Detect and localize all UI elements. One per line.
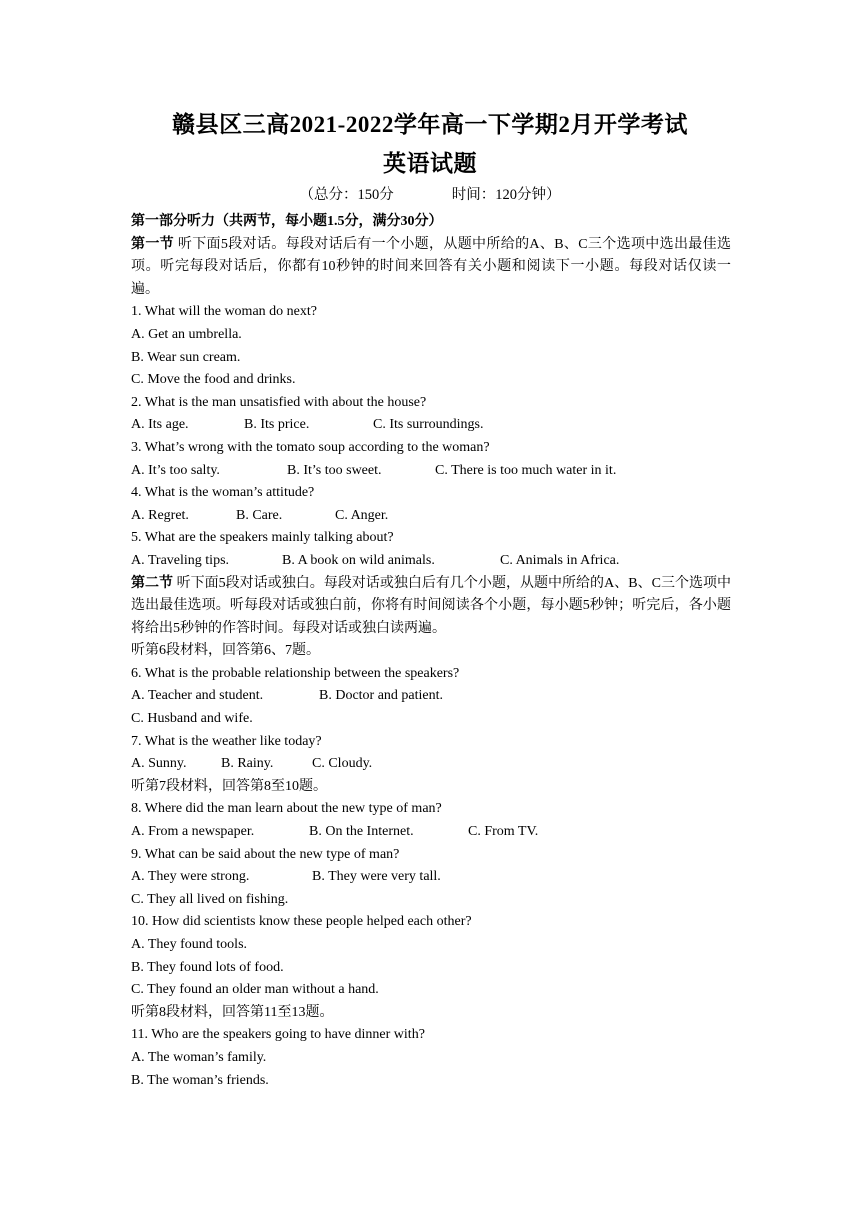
q9-option-b: B. They were very tall. xyxy=(312,869,441,885)
q3-option-c: C. There is too much water in it. xyxy=(435,462,617,478)
q3-stem: 3. What’s wrong with the tomato soup according to the woman? xyxy=(131,439,490,455)
section1-text: 听下面5段对话。每段对话后有一个小题，从题中所给的A、B、C三个选项中选出最佳选项。听完每段对话后，你都有10秒钟的时间来回答有关小题和阅读下一小题。每段对话仅读一遍。 xyxy=(131,236,731,297)
q8-stem: 8. Where did the man learn about the new type of man? xyxy=(131,801,442,817)
q1-option-a: A. Get an umbrella. xyxy=(131,326,242,342)
q4-option-c: C. Anger. xyxy=(335,507,389,523)
q5-options xyxy=(131,550,731,573)
q7-stem: 7. What is the weather like today? xyxy=(131,733,322,749)
q1-option-c: C. Move the food and drinks. xyxy=(131,372,296,388)
section2-text: 听下面5段对话或独白。每段对话或独白后有几个小题，从题中所给的A、B、C三个选项中选出最佳选项。听每段对话或独白前，你将有时间阅读各个小题，每小题5秒钟；听完后，各小题将给出5秒钟的作答时间。每段对话或独白读两遍。 xyxy=(131,575,732,636)
q6-option-a: A. Teacher and student. xyxy=(131,688,264,704)
q7-option-c: C. Cloudy. xyxy=(312,756,373,772)
exam-subject-title: 英语试题 xyxy=(383,151,477,176)
q3-options xyxy=(131,460,731,483)
section1-label: 第一节 xyxy=(131,236,175,252)
section2-label: 第二节 xyxy=(131,575,174,591)
q8-option-b: B. On the Internet. xyxy=(309,824,414,840)
q3-option-a: A. It’s too salty. xyxy=(131,462,220,478)
exam-time: 时间：120分钟） xyxy=(451,187,561,203)
material7-note: 听第7段材料，回答第8至10题。 xyxy=(131,778,327,794)
q11-stem: 11. Who are the speakers going to have dinner with? xyxy=(131,1027,425,1043)
q2-option-b: B. Its price. xyxy=(244,417,310,433)
exam-meta xyxy=(0,183,860,204)
q2-stem: 2. What is the man unsatisfied with about the house? xyxy=(131,394,427,410)
section1-instructions xyxy=(131,234,731,302)
q2-option-a: A. Its age. xyxy=(131,417,189,433)
q2-options xyxy=(131,414,731,437)
q11-option-b: B. The woman’s friends. xyxy=(131,1072,269,1088)
material8-note: 听第8段材料，回答第11至13题。 xyxy=(131,1004,334,1020)
q7-option-b: B. Rainy. xyxy=(221,756,274,772)
q8-option-a: A. From a newspaper. xyxy=(131,824,255,840)
material6-note: 听第6段材料，回答第6、7题。 xyxy=(131,643,320,659)
total-score: （总分：150分 xyxy=(299,187,394,203)
q3-option-b: B. It’s too sweet. xyxy=(287,462,382,478)
q4-option-a: A. Regret. xyxy=(131,507,189,523)
q9-option-c: C. They all lived on fishing. xyxy=(131,891,289,907)
q9-options xyxy=(131,866,731,889)
q10-stem: 10. How did scientists know these people helped each other? xyxy=(131,914,472,930)
exam-content xyxy=(131,211,731,1092)
q8-option-c: C. From TV. xyxy=(468,824,539,840)
q6-option-c: C. Husband and wife. xyxy=(131,711,253,727)
q7-option-a: A. Sunny. xyxy=(131,756,187,772)
section2-instructions xyxy=(131,573,731,641)
q4-option-b: B. Care. xyxy=(236,507,283,523)
q4-options xyxy=(131,505,731,528)
q5-stem: 5. What are the speakers mainly talking about? xyxy=(131,530,394,546)
q7-options xyxy=(131,753,731,776)
q5-option-c: C. Animals in Africa. xyxy=(500,552,620,568)
q10-option-a: A. They found tools. xyxy=(131,937,248,952)
q9-stem: 9. What can be said about the new type of man? xyxy=(131,846,400,862)
q2-option-c: C. Its surroundings. xyxy=(373,417,484,433)
part1-heading: 第一部分听力（共两节，每小题1.5分，满分30分） xyxy=(131,214,443,229)
q4-stem: 4. What is the woman’s attitude? xyxy=(131,485,315,501)
q10-option-b: B. They found lots of food. xyxy=(131,959,284,975)
q5-option-a: A. Traveling tips. xyxy=(131,552,230,568)
q9-option-a: A. They were strong. xyxy=(131,869,250,885)
q6-options xyxy=(131,685,731,708)
exam-title: 赣县区三高2021-2022学年高一下学期2月开学考试 xyxy=(172,112,688,137)
q5-option-b: B. A book on wild animals. xyxy=(282,552,435,568)
q8-options xyxy=(131,821,731,844)
q6-option-b: B. Doctor and patient. xyxy=(319,688,444,704)
q1-option-b: B. Wear sun cream. xyxy=(131,349,241,365)
q1-stem: 1. What will the woman do next? xyxy=(131,304,317,320)
q11-option-a: A. The woman’s family. xyxy=(131,1049,267,1065)
q6-stem: 6. What is the probable relationship between the speakers? xyxy=(131,665,460,681)
q10-option-c: C. They found an older man without a hand. xyxy=(131,982,379,998)
